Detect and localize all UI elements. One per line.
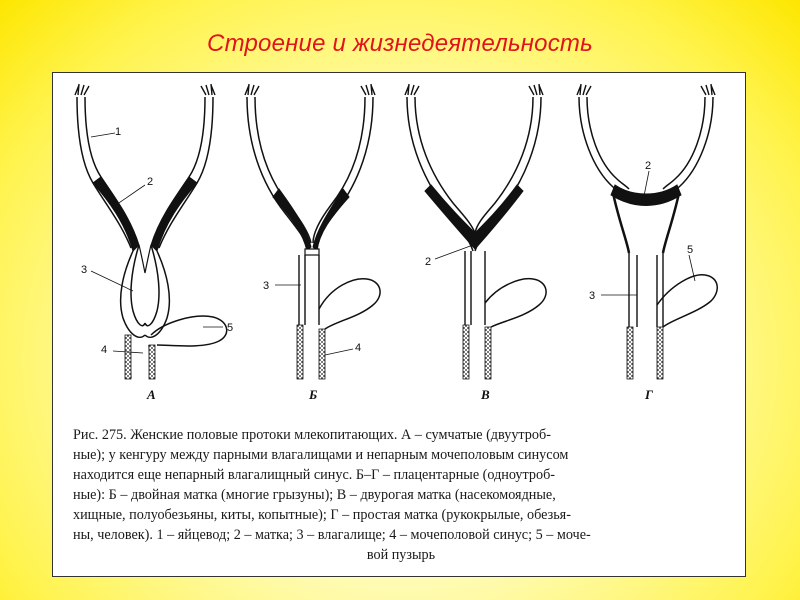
caption-line: ны, человек). 1 – яйцевод; 2 – матка; 3 – влагалище; 4 – мочеполовой синус; 5 – моче-	[73, 527, 591, 543]
figure-frame	[52, 72, 746, 577]
caption-line: ные); у кенгуру между парными влагалищами и непарным мочеполовым синусом	[73, 447, 569, 463]
variant-g-letter: Г	[645, 387, 653, 402]
label-b-4: 4	[355, 342, 362, 354]
slide-title: Строение и жизнедеятельность	[207, 30, 593, 57]
variant-b-letter: Б	[309, 387, 318, 402]
variant-v-letter: В	[481, 387, 490, 402]
caption-line: хищные, полуобезьяны, киты, копытные); Г – простая матка (рукокрылые, обезья-	[73, 507, 571, 523]
reproductive-ducts-diagram	[53, 73, 747, 418]
variant-g-drawing	[577, 84, 717, 379]
figure-caption	[73, 425, 729, 565]
label-b-3: 3	[263, 280, 270, 292]
variant-a-letter: А	[147, 387, 156, 402]
caption-line: вой пузырь	[366, 547, 436, 563]
caption-line: Рис. 275. Женские половые протоки млекопитающих. А – сумчатые (двуутроб-	[73, 427, 551, 443]
variant-b-drawing	[245, 84, 380, 379]
caption-line: находится еще непарный влагалищный синус. Б–Г – плацентарные (одноутроб-	[73, 467, 556, 483]
label-a-1: 1	[115, 126, 122, 138]
label-v-2: 2	[425, 256, 432, 268]
label-a-4: 4	[101, 344, 108, 356]
variant-v-drawing	[405, 84, 546, 379]
label-g-2: 2	[645, 160, 652, 172]
variant-a-drawing	[75, 84, 227, 379]
label-a-2: 2	[147, 176, 154, 188]
label-g-5: 5	[687, 244, 694, 256]
label-a-3: 3	[81, 264, 88, 276]
label-a-5: 5	[227, 322, 234, 334]
label-g-3: 3	[589, 290, 596, 302]
caption-line: ные): Б – двойная матка (многие грызуны); В – двурогая матка (насекомоядные,	[73, 487, 556, 503]
